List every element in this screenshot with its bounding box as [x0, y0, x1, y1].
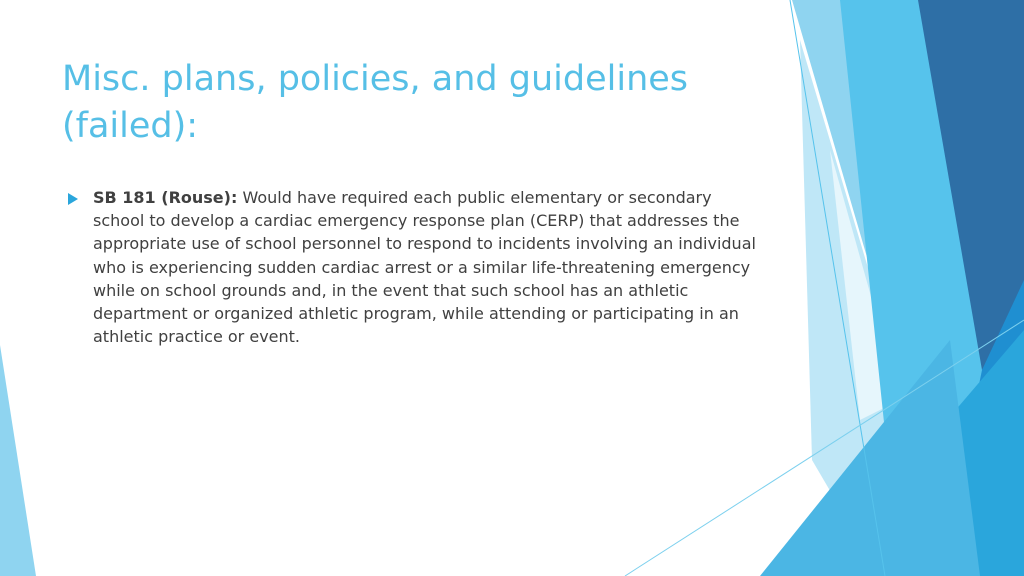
bill-label: SB 181 (Rouse): — [93, 188, 238, 207]
left-edge-shape — [0, 345, 36, 576]
bullet-text — [93, 186, 764, 348]
bill-description: Would have required each public elementary or secondary school to develop a cardiac emergency response plan (CERP) that addresses the appropriate use of school personnel to respond to incidents involving an individual who is experiencing sudden cardiac arrest or a similar life-threatening emergency while on school grounds and, in the event that such school has an athletic department or organized athletic program, while attending or participating in an athletic practice or event. — [93, 188, 756, 347]
bullet-item — [64, 186, 764, 348]
triangle-bullet-icon — [68, 193, 78, 205]
bullet-list — [64, 186, 764, 348]
slide-title: Misc. plans, policies, and guidelines (failed): — [62, 59, 689, 146]
